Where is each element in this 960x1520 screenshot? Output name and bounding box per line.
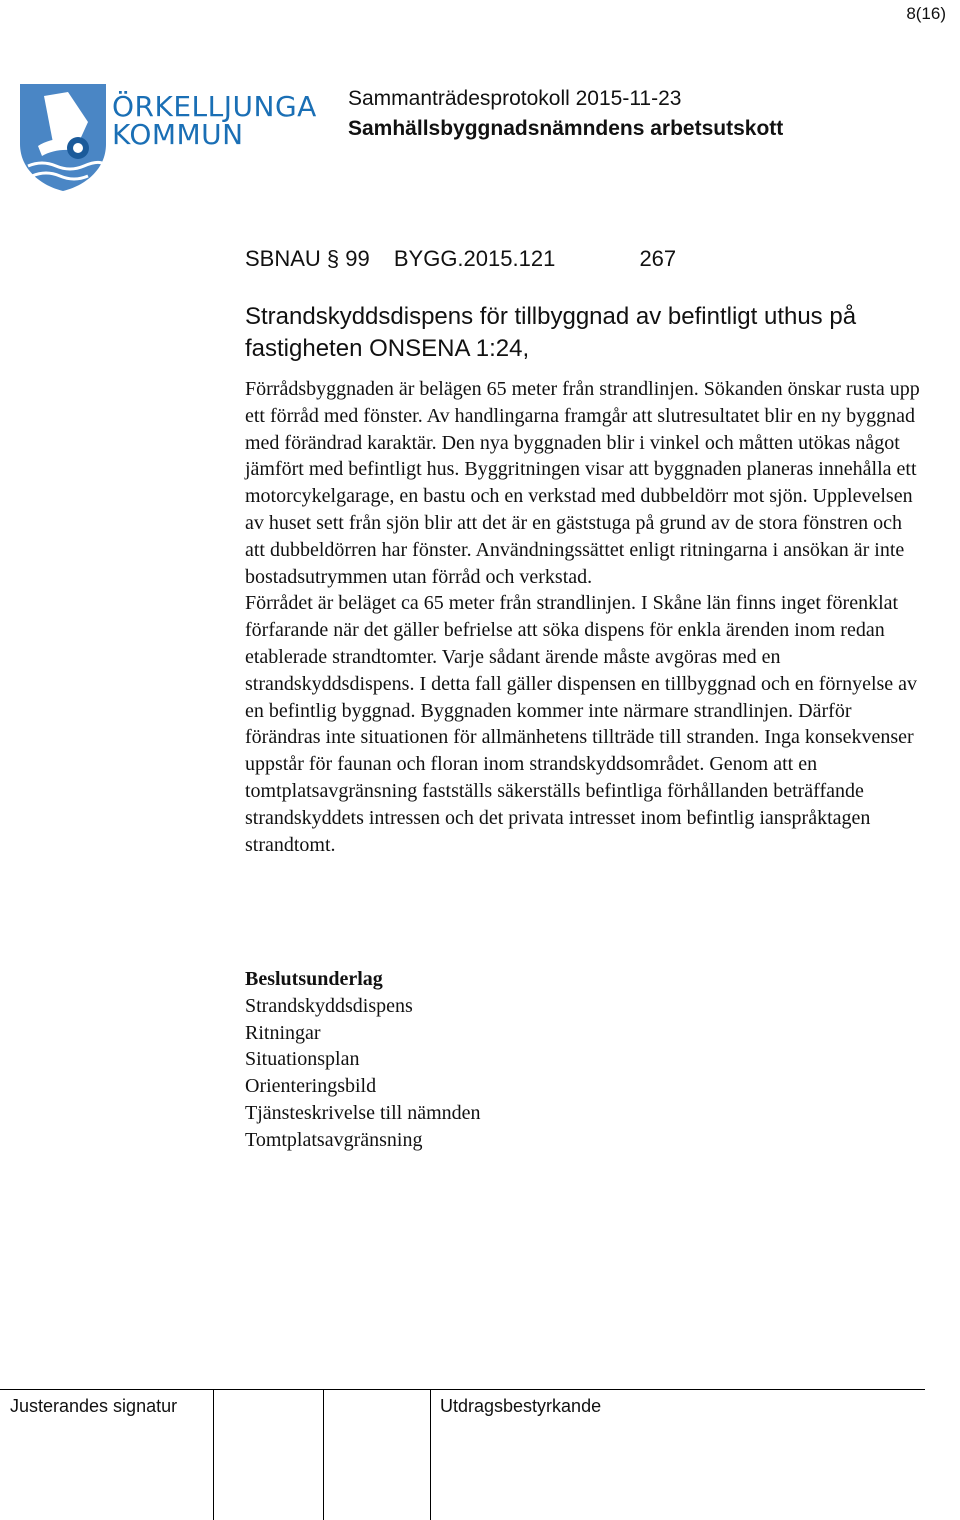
signature-box-divider xyxy=(323,1389,324,1520)
list-item: Ritningar xyxy=(245,1021,321,1044)
decision-basis-list xyxy=(245,993,481,1154)
list-item: Situationsplan xyxy=(245,1048,360,1071)
page-number: 8(16) xyxy=(906,4,946,23)
list-item: Tomtplatsavgränsning xyxy=(245,1128,423,1151)
signature-footer xyxy=(0,1389,960,1520)
logo-text-line1: ÖRKELLJUNGA xyxy=(112,90,317,123)
decision-basis-heading: Beslutsunderlag xyxy=(245,968,383,990)
body-paragraph-2: Förrådet är beläget ca 65 meter från strandlinjen. I Skåne län finns inget förenklat förfarande när det gäller befrielse att söka dispens för enkla ärenden inom redan etablerade strandtomter. Varje sådant ärende måste avgöras med en strandskyddsdispens. I detta fall gäller dispensen en tillbyggnad och en förnyelse av en befintlig byggnad. Byggnaden kommer inte närmare strandlinjen. Därför förändras inte situationen för allmänhetens tillträde till stranden. Inga konsekvenser uppstår för faunan och floran inom strandskyddsområdet. Genom att en tomtplatsavgränsning fastställs säkerställs befintliga förhållanden beträffande strandskyddets intressen och det privata intresset inom befintlig ianspråktagen strandtomt. xyxy=(245,592,918,856)
case-body xyxy=(245,376,925,858)
certification-label: Utdragsbestyrkande xyxy=(440,1396,602,1416)
case-reference: BYGG.2015.121 xyxy=(393,246,556,271)
case-number: 267 xyxy=(639,246,677,271)
municipal-shield-icon xyxy=(18,82,108,192)
case-paragraph: SBNAU § 99 xyxy=(245,246,370,271)
footer-rule xyxy=(0,1389,925,1390)
document-header xyxy=(348,84,783,144)
case-identifier-line xyxy=(245,246,676,272)
logo-text-line2: KOMMUN xyxy=(112,118,244,151)
signature-box-divider xyxy=(430,1389,431,1520)
case-title: Strandskyddsdispens för tillbyggnad av befintligt uthus på fastigheten ONSENA 1:24, xyxy=(245,303,857,362)
decision-basis-section xyxy=(245,966,481,1154)
list-item: Tjänsteskrivelse till nämnden xyxy=(245,1101,481,1124)
body-paragraph-1: Förrådsbyggnaden är belägen 65 meter från strandlinjen. Sökanden önskar rusta upp ett förråd med fönster. Av handlingarna framgår att slutresultatet blir en ny byggnad med förändrad karaktär. Den nya byggnaden blir i vinkel och måtten utökas något jämfört med befintligt hus. Byggritningen visar att byggnaden planeras innehålla ett motorcykelgarage, en bastu och en verkstad med dubbeldörr mot sjön. Upplevelsen av huset sett från sjön blir att det är en gäststuga på grund av de stora fönstren och att dubbeldörren har fönster. Användningssättet enligt ritningarna i ansökan är inte bostadsutrymmen utan förråd och verkstad. xyxy=(245,378,920,588)
municipality-logo xyxy=(18,82,317,192)
list-item: Orienteringsbild xyxy=(245,1075,377,1098)
protocol-title: Sammanträdesprotokoll 2015-11-23 xyxy=(348,87,682,110)
signature-box-divider xyxy=(213,1389,214,1520)
list-item: Strandskyddsdispens xyxy=(245,994,413,1017)
committee-name: Samhällsbyggnadsnämndens arbetsutskott xyxy=(348,117,784,140)
signature-label: Justerandes signatur xyxy=(10,1396,178,1416)
